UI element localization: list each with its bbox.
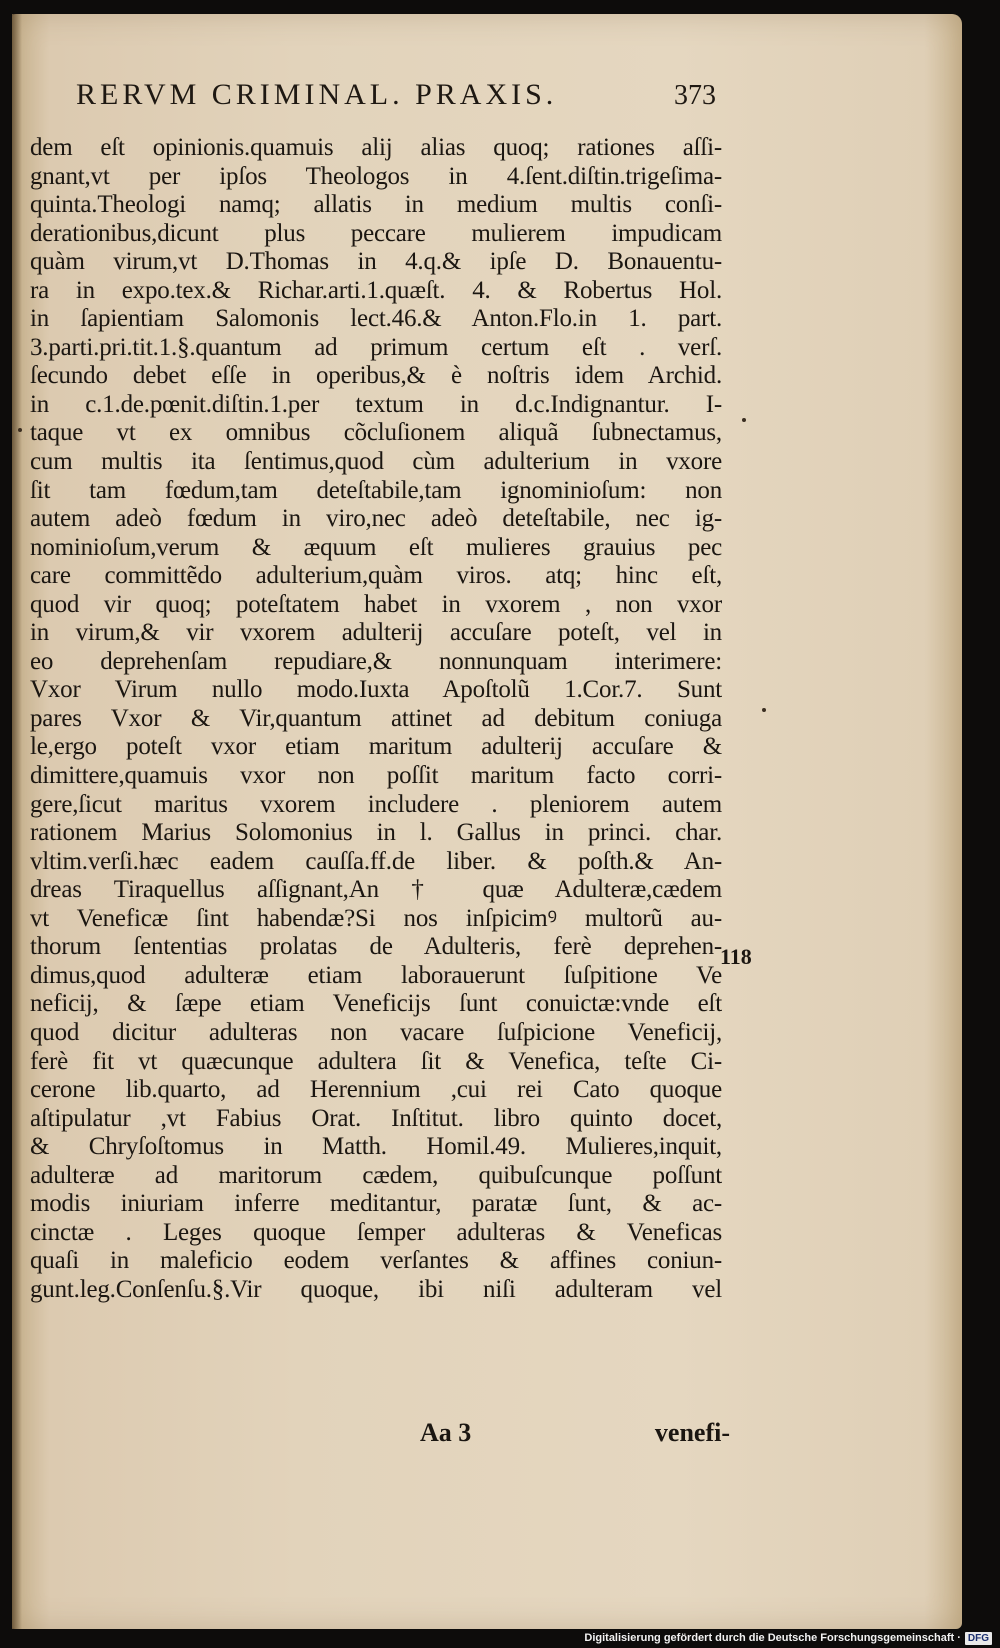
text-line: autem adeò fœdum in viro,nec adeò deteſtabile, nec ig- bbox=[30, 505, 722, 533]
text-line: dimittere,quamuis vxor non poſſit maritum facto corri- bbox=[30, 762, 722, 790]
text-line: in c.1.de.pœnit.diſtin.1.per textum in d.c.Indignantur. I- bbox=[30, 390, 722, 418]
text-line: neficij, & ſæpe etiam Veneficijs ſunt conuictæ:vnde eſt bbox=[30, 990, 722, 1018]
text-line: quinta.Theologi namq; allatis in medium multis conſi- bbox=[30, 191, 722, 219]
text-line: rationem Marius Solomonius in l. Gallus in princi. char. bbox=[30, 819, 722, 847]
text-line: & Chryſoſtomus in Matth. Homil.49. Mulieres,inquit, bbox=[30, 1133, 722, 1161]
text-line: gere,ſicut maritus vxorem includere . pleniorem autem bbox=[30, 790, 722, 818]
text-line: in virum,& vir vxorem adulterij accuſare poteſt, vel in bbox=[30, 619, 722, 647]
dfg-logo-icon: DFG bbox=[965, 1632, 992, 1645]
text-line: ra in expo.tex.& Richar.arti.1.quæſt. 4. & Robertus Hol. bbox=[30, 276, 722, 304]
text-line: in ſapientiam Salomonis lect.46.& Anton.Flo.in 1. part. bbox=[30, 305, 722, 333]
signature-mark: Aa 3 bbox=[420, 1418, 472, 1447]
text-line: aſtipulatur ,vt Fabius Orat. Inſtitut. libro quinto docet, bbox=[30, 1104, 722, 1132]
body-text bbox=[30, 134, 722, 1304]
text-line: modis iniuriam inferre meditantur, paratæ ſunt, & ac- bbox=[30, 1190, 722, 1218]
page-number: 373 bbox=[674, 80, 716, 111]
page-footer bbox=[70, 1418, 730, 1454]
ink-speck bbox=[18, 428, 22, 432]
text-line: gnant,vt per ipſos Theologos in 4.ſent.diſtin.trigeſima- bbox=[30, 162, 722, 190]
text-line: vltim.verſi.hæc eadem cauſſa.ff.de liber. & poſth.& An- bbox=[30, 847, 722, 875]
running-title: RERVM CRIMINAL. PRAXIS. bbox=[76, 78, 558, 111]
page-header bbox=[76, 78, 716, 118]
text-line: derationibus,dicunt plus peccare mulierem impudicam bbox=[30, 219, 722, 247]
text-line: ſecundo debet eſſe in operibus,& è noſtris idem Archid. bbox=[30, 362, 722, 390]
text-line: le,ergo poteſt vxor etiam maritum adulterij accuſare & bbox=[30, 733, 722, 761]
text-line: vt Veneficæ ſint habendæ?Si nos inſpicimꝰ multorũ au- bbox=[30, 904, 722, 932]
text-line: ſit tam fœdum,tam deteſtabile,tam ignominioſum: non bbox=[30, 476, 722, 504]
text-line: cinctæ . Leges quoque ſemper adulteras & Veneficas bbox=[30, 1218, 722, 1246]
text-line: pares Vxor & Vir,quantum attinet ad debitum coniuga bbox=[30, 704, 722, 732]
text-line: eo deprehenſam repudiare,& nonnunquam interimere: bbox=[30, 647, 722, 675]
text-line: care committẽdo adulterium,quàm viros. atq; hinc eſt, bbox=[30, 562, 722, 590]
credit-text: Digitalisierung gefördert durch die Deutsche Forschungsgemeinschaft · bbox=[584, 1632, 961, 1644]
text-line: dreas Tiraquellus aſſignant,An † quæ Adulteræ,cædem bbox=[30, 876, 722, 904]
ink-speck bbox=[762, 708, 766, 712]
digitization-credit bbox=[584, 1631, 992, 1645]
catchword: venefi- bbox=[654, 1418, 730, 1447]
text-line: quaſi in maleficio eodem verſantes & affines coniun- bbox=[30, 1247, 722, 1275]
text-line: quod dicitur adulteras non vacare ſuſpicione Veneficij, bbox=[30, 1018, 722, 1046]
page-gutter-shadow bbox=[12, 14, 22, 1629]
text-line: nominioſum,verum & æquum eſt mulieres grauius pec bbox=[30, 533, 722, 561]
text-line: dem eſt opinionis.quamuis alij alias quoq; rationes aſſi- bbox=[30, 134, 722, 161]
text-line: thorum ſententias prolatas de Adulteris, ferè deprehen- bbox=[30, 933, 722, 961]
text-line: taque vt ex omnibus cõcluſionem aliquã ſubnectamus, bbox=[30, 419, 722, 447]
text-line: ferè fit vt quæcunque adultera ſit & Venefica, teſte Ci- bbox=[30, 1047, 722, 1075]
text-line: quod vir quoq; poteſtatem habet in vxorem , non vxor bbox=[30, 590, 722, 618]
text-line: 3.parti.pri.tit.1.§.quantum ad primum certum eſt . verſ. bbox=[30, 333, 722, 361]
text-line: quàm virum,vt D.Thomas in 4.q.& ipſe D. Bonauentu- bbox=[30, 248, 722, 276]
text-line: cum multis ita ſentimus,quod cùm adulterium in vxore bbox=[30, 448, 722, 476]
text-line: dimus,quod adulteræ etiam laborauerunt ſuſpitione Ve bbox=[30, 961, 722, 989]
text-line: adulteræ ad maritorum cædem, quibuſcunque poſſunt bbox=[30, 1161, 722, 1189]
marginal-note: 118 bbox=[720, 944, 752, 969]
text-line: cerone lib.quarto, ad Herennium ,cui rei Cato quoque bbox=[30, 1076, 722, 1104]
text-line: gunt.leg.Conſenſu.§.Vir quoque, ibi niſi adulteram vel bbox=[30, 1275, 722, 1303]
text-line: Vxor Virum nullo modo.Iuxta Apoſtolũ 1.Cor.7. Sunt bbox=[30, 676, 722, 704]
ink-speck bbox=[742, 418, 746, 422]
